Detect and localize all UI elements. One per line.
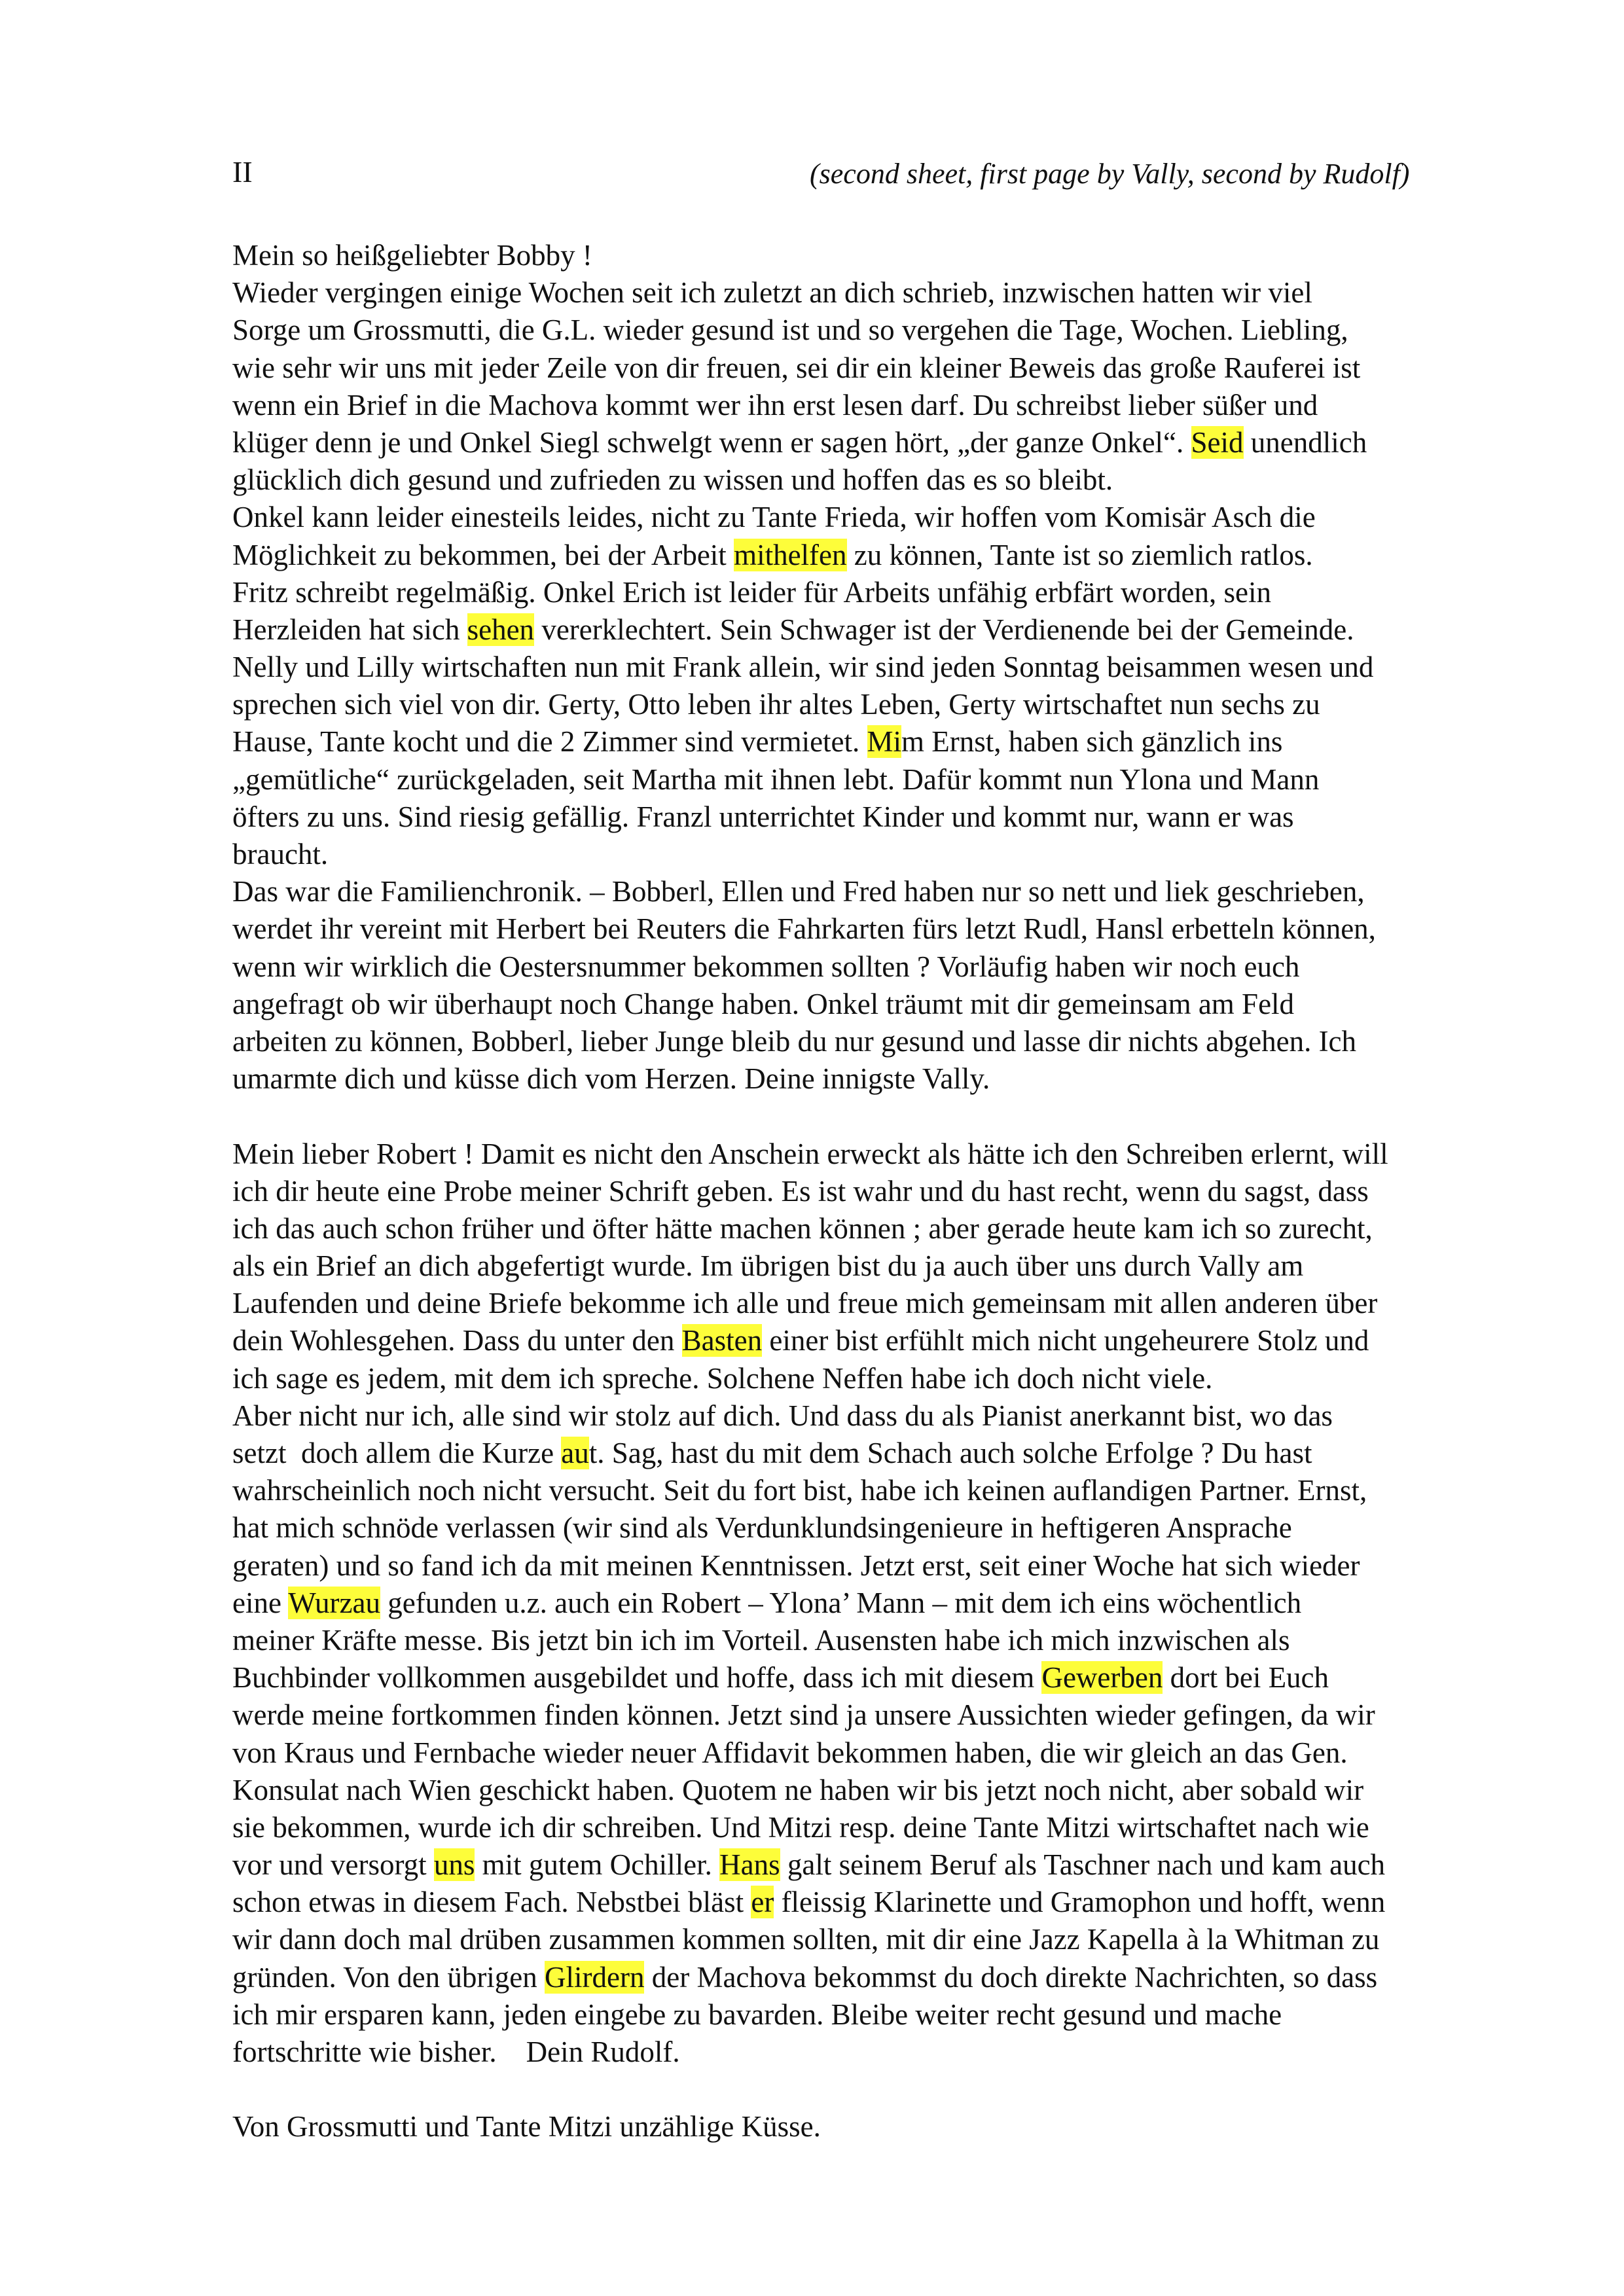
text-line: von Kraus und Fernbache wieder neuer Affidavit bekommen haben, die wir gleich an das Gen. <box>232 1736 1348 1769</box>
text-line: Konsulat nach Wien geschickt haben. Quotem ne haben wir bis jetzt noch nicht, aber sobald wir <box>232 1773 1364 1806</box>
text-line: Hause, Tante kocht und die 2 Zimmer sind vermietet. Mim Ernst, haben sich gänzlich ins <box>232 725 1283 759</box>
highlighted-word: Glirdern <box>545 1960 645 1994</box>
text-line: Mein so heißgeliebter Bobby ! <box>232 239 592 272</box>
text-line: angefragt ob wir überhaupt noch Change haben. Onkel träumt mit dir gemeinsam am Feld <box>232 987 1295 1020</box>
highlighted-word: mithelfen <box>734 538 847 571</box>
text-line: Buchbinder vollkommen ausgebildet und hoffe, dass ich mit diesem Gewerben dort bei Euch <box>232 1661 1329 1695</box>
highlighted-word: sehen <box>467 613 535 646</box>
text-line: dein Wohlesgehen. Dass du unter den Basten einer bist erfühlt mich nicht ungeheurere Stolz und <box>232 1324 1369 1357</box>
text-line: Aber nicht nur ich, alle sind wir stolz auf dich. Und dass du als Pianist anerkannt bist, wo das <box>232 1399 1333 1432</box>
highlighted-word: Wurzau <box>288 1586 380 1619</box>
text-line: wenn wir wirklich die Oestersnummer bekommen sollten ? Vorläufig haben wir noch euch <box>232 950 1300 983</box>
text-line: sprechen sich viel von dir. Gerty, Otto leben ihr altes Leben, Gerty wirtschaftet nun sechs zu <box>232 688 1320 721</box>
text-line: Nelly und Lilly wirtschaften nun mit Frank allein, wir sind jeden Sonntag beisammen wesen und <box>232 651 1374 684</box>
text-line: schon etwas in diesem Fach. Nebstbei bläst er fleissig Klarinette und Gramophon und hofft, wenn <box>232 1886 1386 1919</box>
text-line: braucht. <box>232 838 329 870</box>
text-line: sie bekommen, wurde ich dir schreiben. Und Mitzi resp. deine Tante Mitzi wirtschaftet nach wie <box>232 1810 1369 1844</box>
text-line: Laufenden und deine Briefe bekomme ich alle und freue mich gemeinsam mit allen anderen über <box>232 1287 1378 1320</box>
text-line: eine Wurzau gefunden u.z. auch ein Robert – Ylona’ Mann – mit dem ich eins wöchentlich <box>232 1586 1302 1619</box>
sheet-number: II <box>232 155 253 188</box>
text-line: vor und versorgt uns mit gutem Ochiller. Hans galt seinem Beruf als Taschner nach und kam auch <box>232 1848 1386 1882</box>
text-line: ich mir ersparen kann, jeden eingebe zu bavarden. Bleibe weiter recht gesund und mache <box>232 1998 1282 2031</box>
highlighted-word: er <box>751 1886 774 1919</box>
text-line: meiner Kräfte messe. Bis jetzt bin ich im Vorteil. Ausensten habe ich mich inzwischen als <box>232 1623 1290 1657</box>
sheet-note: (second sheet, first page by Vally, second by Rudolf) <box>810 158 1410 190</box>
text-line: Mein lieber Robert ! Damit es nicht den Anschein erweckt als hätte ich den Schreiben erlernt, will <box>232 1137 1388 1170</box>
text-line: wie sehr wir uns mit jeder Zeile von dir freuen, sei dir ein kleiner Beweis das große Rauferei ist <box>232 351 1361 384</box>
text-line: wenn ein Brief in die Machova kommt wer ihn erst lesen darf. Du schreibst lieber süßer und <box>232 388 1318 422</box>
letter-body <box>232 237 1574 2146</box>
text-line: als ein Brief an dich abgefertigt wurde. Im übrigen bist du ja auch über uns durch Vally am <box>232 1249 1304 1283</box>
text-line: wir dann doch mal drüben zusammen kommen sollten, mit dir eine Jazz Kapella à la Whitman zu <box>232 1923 1380 1956</box>
text-line: Von Grossmutti und Tante Mitzi unzählige Küsse. <box>232 2110 821 2144</box>
page-header <box>232 154 1476 200</box>
text-line: wahrscheinlich noch nicht versucht. Seit du fort bist, habe ich keinen auflandigen Partner. Ernst, <box>232 1474 1367 1507</box>
text-line: setzt doch allem die Kurze aut. Sag, hast du mit dem Schach auch solche Erfolge ? Du hast <box>232 1437 1312 1469</box>
text-line: ich das auch schon früher und öfter hätte machen können ; aber gerade heute kam ich so zurecht, <box>232 1211 1373 1245</box>
text-line: klüger denn je und Onkel Siegl schwelgt wenn er sagen hört, „der ganze Onkel“. Seid unendlich <box>232 425 1367 459</box>
text-line: werde meine fortkommen finden können. Jetzt sind ja unsere Aussichten wieder gefingen, da wir <box>232 1698 1375 1732</box>
text-line: ich sage es jedem, mit dem ich spreche. Solchene Neffen habe ich doch nicht viele. <box>232 1361 1213 1395</box>
text-line: Fritz schreibt regelmäßig. Onkel Erich ist leider für Arbeits unfähig erbfärt worden, sein <box>232 575 1271 609</box>
highlighted-word: Seid <box>1191 425 1244 459</box>
text-line: „gemütliche“ zurückgeladen, seit Martha mit ihnen lebt. Dafür kommt nun Ylona und Mann <box>232 762 1320 796</box>
text-line: ich dir heute eine Probe meiner Schrift geben. Es ist wahr und du hast recht, wenn du sagst, dass <box>232 1174 1369 1208</box>
paragraph-gap <box>232 1098 1574 1135</box>
text-line: hat mich schnöde verlassen (wir sind als Verdunklundsingenieure in heftigeren Ansprache <box>232 1511 1292 1545</box>
text-line: arbeiten zu können, Bobberl, lieber Junge bleib du nur gesund und lasse dir nichts abgehen. Ich <box>232 1024 1357 1058</box>
highlighted-word: Mi <box>867 725 902 759</box>
text-line: werdet ihr vereint mit Herbert bei Reuters die Fahrkarten fürs letzt Rudl, Hansl erbetteln können, <box>232 912 1376 946</box>
text-line: Möglichkeit zu bekommen, bei der Arbeit mithelfen zu können, Tante ist so ziemlich ratlos. <box>232 538 1313 571</box>
highlighted-word: au <box>561 1437 589 1469</box>
paragraph-gap <box>232 2071 1574 2108</box>
text-line: gründen. Von den übrigen Glirdern der Machova bekommst du doch direkte Nachrichten, so dass <box>232 1960 1378 1994</box>
text-line: Herzleiden hat sich sehen vererklechtert. Sein Schwager ist der Verdienende bei der Gemeinde. <box>232 613 1354 646</box>
highlighted-word: Basten <box>681 1324 763 1357</box>
text-line: Sorge um Grossmutti, die G.L. wieder gesund ist und so vergehen die Tage, Wochen. Liebling, <box>232 314 1348 347</box>
text-line: fortschritte wie bisher. Dein Rudolf. <box>232 2036 680 2068</box>
text-line: Das war die Familienchronik. – Bobberl, Ellen und Fred haben nur so nett und liek geschrieben, <box>232 875 1365 908</box>
highlighted-word: Gewerben <box>1041 1661 1163 1695</box>
text-line: öfters zu uns. Sind riesig gefällig. Franzl unterrichtet Kinder und kommt nur, wann er was <box>232 800 1294 833</box>
text-line: Onkel kann leider einesteils leides, nicht zu Tante Frieda, wir hoffen vom Komisär Asch die <box>232 501 1316 534</box>
text-line: umarmte dich und küsse dich vom Herzen. Deine innigste Vally. <box>232 1062 990 1096</box>
highlighted-word: Hans <box>719 1848 780 1882</box>
text-line: geraten) und so fand ich da mit meinen Kenntnissen. Jetzt erst, seit einer Woche hat sich wieder <box>232 1549 1360 1582</box>
text-line: Wieder vergingen einige Wochen seit ich zuletzt an dich schrieb, inzwischen hatten wir viel <box>232 276 1312 310</box>
text-line: glücklich dich gesund und zufrieden zu wissen und hoffen das es so bleibt. <box>232 463 1113 497</box>
highlighted-word: uns <box>433 1848 475 1882</box>
